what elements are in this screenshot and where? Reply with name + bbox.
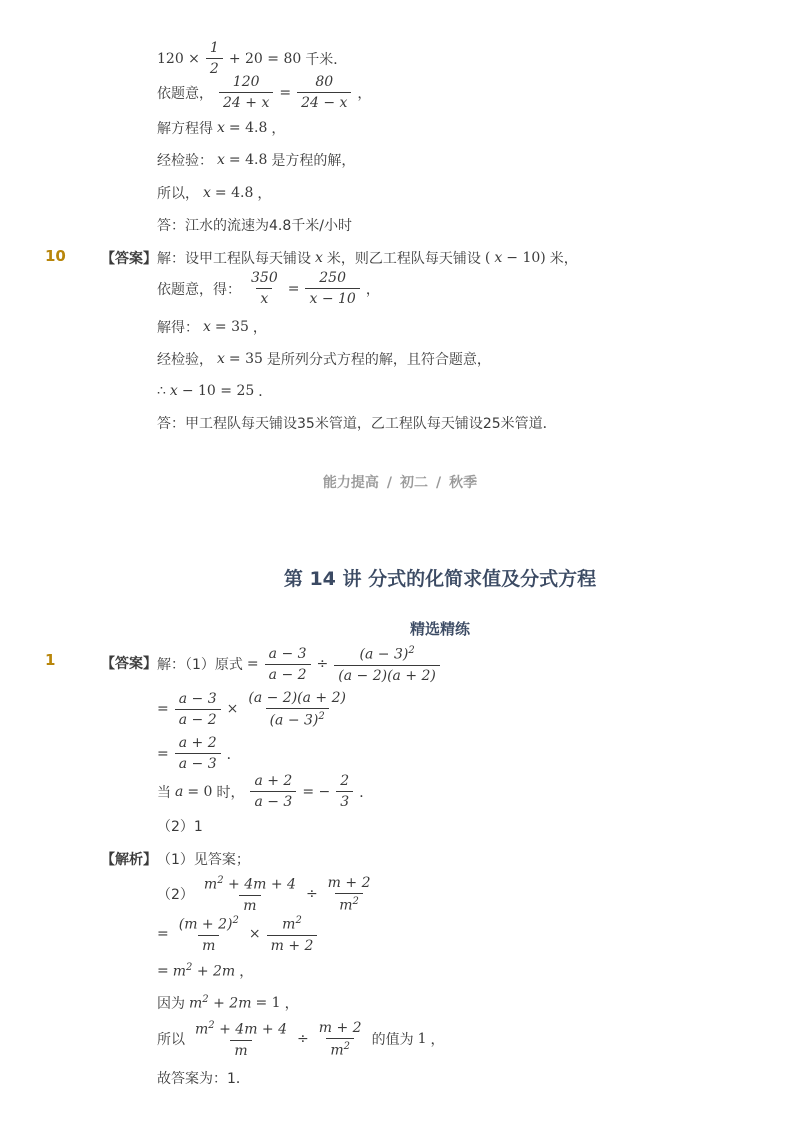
fraction: $\frac{a - 3}{a - 2}$ [265,646,311,683]
solve-line: 解方程得 x = 4.8 ， [157,120,286,137]
fraction: $\frac{a + 2}{a - 3}$ [250,773,296,810]
q10-therefore: ∴ x − 10 = 25 ． [157,383,273,400]
fraction: $\frac{2}{3}$ [336,773,353,810]
fraction: $\frac{80}{24 - x}$ [297,74,351,111]
fraction: $\frac{(a - 3)^2}{(a - 2)(a + 2)}$ [334,645,440,684]
equation-line: 依题意， $\frac{120}{24 + x}$ = $\frac{80}{24 - x}$ ， [157,74,372,111]
q10-equation: 依题意，得： $\frac{350}{x}$ = $\frac{250}{x - 10}$ ， [157,270,380,307]
fraction: $\frac{m + 2}{m^2}$ [318,1020,362,1059]
fraction: $\frac{(a - 2)(a + 2)}{(a - 3)^2}$ [248,690,346,729]
question-number: 1 [45,651,56,669]
analysis-line-5: 因为 $m^2 + 2m$ = 1 ， [157,994,299,1012]
fraction: $\frac{m^2 + 4m + 4}{m}$ [195,1020,288,1059]
fraction: $\frac{250}{x - 10}$ [305,270,359,307]
analysis-line-2: （2） $\frac{m^2 + 4m + 4}{m}$ ÷ $\frac{m + 2}{m^2}$ [157,875,377,914]
fraction: $\frac{m + 2}{m^2}$ [327,875,371,914]
q1-line-1: 解：（1）原式 = $\frac{a - 3}{a - 2}$ ÷ $\frac{(a - 3)^2}{(a - 2)(a + 2)}$ [157,645,442,684]
q1-line-2: = $\frac{a - 3}{a - 2}$ × $\frac{(a - 2)(a + 2)}{(a - 3)^2}$ [157,690,352,729]
calc-line-1: 120 × $\frac{1}{2}$ + 20 = 80 千米． [157,40,348,77]
fraction: $\frac{(m + 2)^2}{m}$ [178,915,239,954]
q10-check: 经检验， x = 35 是所列分式方程的解，且符合题意， [157,351,491,368]
q10-line-1: 解：设甲工程队每天铺设 x 米，则乙工程队每天铺设 ( x − 10) 米， [157,250,578,267]
so-line: 所以， x = 4.8 ， [157,185,272,202]
section-subtitle: 精选精练 [409,620,470,638]
fraction: $\frac{350}{x}$ [251,270,278,307]
answer-tag: 【答案】 [101,251,157,267]
q1-line-4: 当 a = 0 时， $\frac{a + 2}{a - 3}$ = − $\frac{2}{3}$ ． [157,773,374,810]
fraction: $\frac{120}{24 + x}$ [219,74,273,111]
analysis-line-1: （1）见答案； [157,852,250,868]
fraction: $\frac{a - 3}{a - 2}$ [175,691,221,728]
question-number: 10 [45,247,66,265]
analysis-line-3: = $\frac{(m + 2)^2}{m}$ × $\frac{m^2}{m + 2}$ [157,915,319,954]
fraction: $\frac{m^2 + 4m + 4}{m}$ [203,875,296,914]
fraction: $\frac{1}{2}$ [206,40,223,77]
q10-answer: 答：甲工程队每天铺设35米管道，乙工程队每天铺设25米管道． [157,416,557,432]
q1-part2-answer: （2）1 [157,819,203,835]
page-footer: 能力提高 / 初二 / 秋季 [322,475,478,491]
check-line: 经检验： x = 4.8 是方程的解， [157,152,356,169]
answer-tag: 【答案】 [101,656,157,672]
fraction: $\frac{m^2}{m + 2}$ [267,915,318,954]
analysis-line-4: = $m^2 + 2m$ ， [157,962,254,980]
q10-solve: 解得： x = 35 ， [157,319,267,336]
lecture-title: 第 14 讲 分式的化简求值及分式方程 [283,568,597,590]
q1-line-3: = $\frac{a + 2}{a - 3}$ ． [157,735,241,772]
analysis-line-6: 所以 $\frac{m^2 + 4m + 4}{m}$ ÷ $\frac{m + 2}{m^2}$ 的值为 1 ， [157,1020,445,1059]
fraction: $\frac{a + 2}{a - 3}$ [175,735,221,772]
answer-line: 答：江水的流速为4.8千米/小时 [157,218,352,234]
analysis-line-7: 故答案为：1． [157,1071,250,1087]
analysis-tag: 【解析】 [101,852,157,868]
